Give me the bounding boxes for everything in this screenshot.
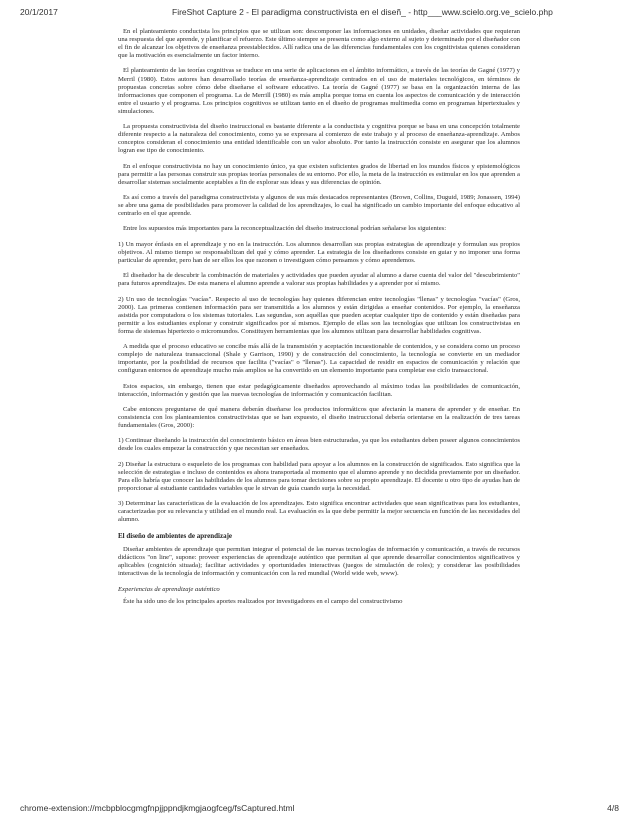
article-body (118, 28, 520, 798)
print-footer (0, 803, 638, 817)
subsection-heading: Experiencias de aprendizaje auténtico (118, 585, 220, 593)
paragraph: Éste ha sido uno de los principales aportes realizados por investigadores en el campo del constructivismo (123, 597, 403, 605)
list-paragraph: 1) Un mayor énfasis en el aprendizaje y no en la instrucción. Los alumnos desarrollan sus propias estrategias de aprendizaje y formulan sus propios objetivos. Al mismo tiempo se responsabilizan del qué y cómo aprender. La estrategia de los diseñadores consiste en guiar y no imponer una forma particular de aprender, pero han de ser ellos los que razonen o investiguen cómo pensamos y cómo aprendemos. (118, 240, 520, 264)
print-header (0, 7, 638, 21)
paragraph: El diseñador ha de descubrir la combinación de materiales y actividades que pueden ayudar al alumno a darse cuenta del valor del "descubrimiento" para futuros aprendizajes. De esta manera el alumno aprende a valorar sus propias habilidades y a aprender por sí mismo. (118, 272, 520, 288)
section-heading: El diseño de ambientes de aprendizaje (118, 531, 233, 540)
print-date: 20/1/2017 (20, 7, 58, 17)
paragraph: Estos espacios, sin embargo, tienen que estar pedagógicamente diseñados aprovechando al máximo todas las posibilidades de comunicación, interacción, información y gestión que las nuevas tecnologías de información y comunicación facilitan. (118, 382, 520, 398)
paragraph: A medida que el proceso educativo se concibe más allá de la transmisión y aceptación incuestionable de contenidos, y se considera como un proceso complejo de naturaleza transaccional (Shale y Garrison, 1990) y de construcción del conocimiento, la tecnología se convierte en un mediador importante, por la posibilidad de recursos que facilita ("vacías" o "llenas"). La capacidad de residir en espacios de comunicación y relación que configuran entornos de aprendizaje mucho más amplios se ha convertido en un elemento importante para completar ese ciclo transaccional. (118, 343, 520, 375)
paragraph: Entre los supuestos más importantes para la reconceptualización del diseño instruccional podrían señalarse los siguientes: (123, 225, 447, 233)
paragraph: Es así como a través del paradigma constructivista y algunos de sus más destacados representantes (Brown, Collins, Duguid, 1989; Jonassen, 1994) se abre una gama de posibilidades para promover la calidad de los aprendizajes, lo cual ha significado un cambio importante del enfoque educativo al centrarlo en el que aprende. (118, 193, 520, 218)
paragraph: En el enfoque constructivista no hay un conocimiento único, ya que existen suficientes grados de libertad en los mundos físicos y epistemológicos para permitir a las personas construir sus propias teorías personales de su entorno. Por ello, la meta de la instrucción es estimular en los que aprenden a desarrollar sistemas socialmente aceptables a fin de explorar sus ideas y sus diferencias de opinión. (118, 162, 520, 186)
list-paragraph: 1) Continuar diseñando la instrucción del conocimiento básico en áreas bien estructuradas, ya que los estudiantes deben poseer algunos conocimientos desde los cuales empezar la construcción y que necesitan ser enseñados. (118, 437, 520, 453)
list-paragraph: 3) Determinar las características de la evaluación de los aprendizajes. Esto significa encontrar actividades que sean significativas para los estudiantes, caracterizadas por su relevancia y utilidad en el mundo real. La evaluación es la que debe permitir la mejor secuencia en función de las necesidades del alumno. (118, 500, 520, 524)
footer-url: chrome-extension://mcbpblocgmgfnpjjppndjkmgjaogfceg/fsCaptured.html (20, 803, 295, 813)
paragraph: El planteamiento de las teorías cognitivas se traduce en una serie de aplicaciones en el ámbito informático, a través de las teorías de Gagné (1977) y Merril (1980). Estos autores han desarrollado teorías de enseñanza-aprendizaje centrados en el uso de materiales tecnológicos, en términos de propuestas concretas sobre cómo debe diseñarse el software educativo. La teoría de Gagné (1977) se basa en la organización interna de las informaciones que componen el programa. La de Merrill (1980) es más amplia porque toma en cuenta los aspectos de comunicación y de interacción entre el usuario y el programa. Los principios cognitivos se utilizan tanto en el diseño de programas multimedia como en programas hipertextuales y simulaciones. (118, 67, 520, 115)
page-number: 4/8 (607, 803, 619, 813)
paragraph: Diseñar ambientes de aprendizaje que permitan integrar el potencial de las nuevas tecnologías de información y comunicación, a través de recursos didácticos "on line", supone: proveer experiencias de aprendizaje auténtico que permitan al que aprende desarrollar conocimientos significativos y aplicables (cognición situada); facilitar actividades y oportunidades interactivas (juegos de simulación de roles); y considerar las posibilidades interactivas de la tecnología de información y comunicación con la red mundial (World wide web, www). (118, 546, 520, 578)
list-paragraph: 2) Un uso de tecnologías "vacías". Respecto al uso de tecnologías hay quienes diferencian entre tecnologías "llenas" y tecnologías "vacías" (Gros, 2000). Las primeras contienen información para ser transmitida a los alumnos y están dirigidas a enseñar contenidos. Por ejemplo, la enseñanza asistida por computadora o los sistemas tutoriales. Las segundas, son aquéllas que pueden aceptar cualquier tipo de contenido y están diseñadas para permitir a los estudiantes explorar y construir significados por sí mismos. Ejemplo de ellas son las tecnologías que utilizan los constructivistas en forma de sistemas hipertexto o micromundos. Constituyen herramientas que los alumnos utilizan para desarrollar habilidades cognitivas. (118, 295, 520, 335)
list-paragraph: 2) Diseñar la estructura o esqueleto de los programas con habilidad para apoyar a los alumnos en la construcción de significados. Esto significa que la selección de estrategias e incluso de contenidos es ahora transportada al momento que el alumno aprende y no decidida previamente por un diseñador. Para ello habría que conocer las habilidades de los alumnos para tomar decisiones sobre su propio aprendizaje. El docente u otro tipo de ayudas han de proporcionar al estudiante cantidades variables que le sirvan de guía cuando surja la necesidad. (118, 460, 520, 492)
paragraph: Cabe entonces preguntarse de qué manera deberán diseñarse los productos informáticos que afectarán la manera de aprender y de enseñar. En consistencia con los planteamientos constructivistas que se han expuesto, el diseño instruccional debería orientarse en la realización de tres tareas fundamentales (Gros, 2000): (118, 406, 520, 430)
paragraph: La propuesta constructivista del diseño instruccional es bastante diferente a la conductista y cognitiva porque se basa en una concepción totalmente diferente respecto a la naturaleza del conocimiento, como ya se expresara al comienzo de este trabajo y al proceso de enseñanza-aprendizaje. Ambos conceptos consideran el conocimiento una entidad identificable con un valor absoluto. Por tanto la instrucción consiste en asegurar que los alumnos logran ese tipo de conocimiento. (118, 123, 520, 155)
print-title: FireShot Capture 2 - El paradigma constructivista en el diseñ_ - http___www.scielo.org.ve_scielo.php (172, 7, 553, 17)
paragraph: En el planteamiento conductista los principios que se utilizan son: descomponer las informaciones en unidades, diseñar actividades que requieran una respuesta del que aprende, y planificar el refuerzo. Este último siempre se presenta como algo externo al sujeto y determinado por el diseñador con el fin de alcanzar los objetivos de enseñanza preestablecidos. Allí radica una de las diferencias fundamentales con los cognitivistas quienes consideran que la motivación es esencialmente un factor interno. (118, 28, 520, 60)
